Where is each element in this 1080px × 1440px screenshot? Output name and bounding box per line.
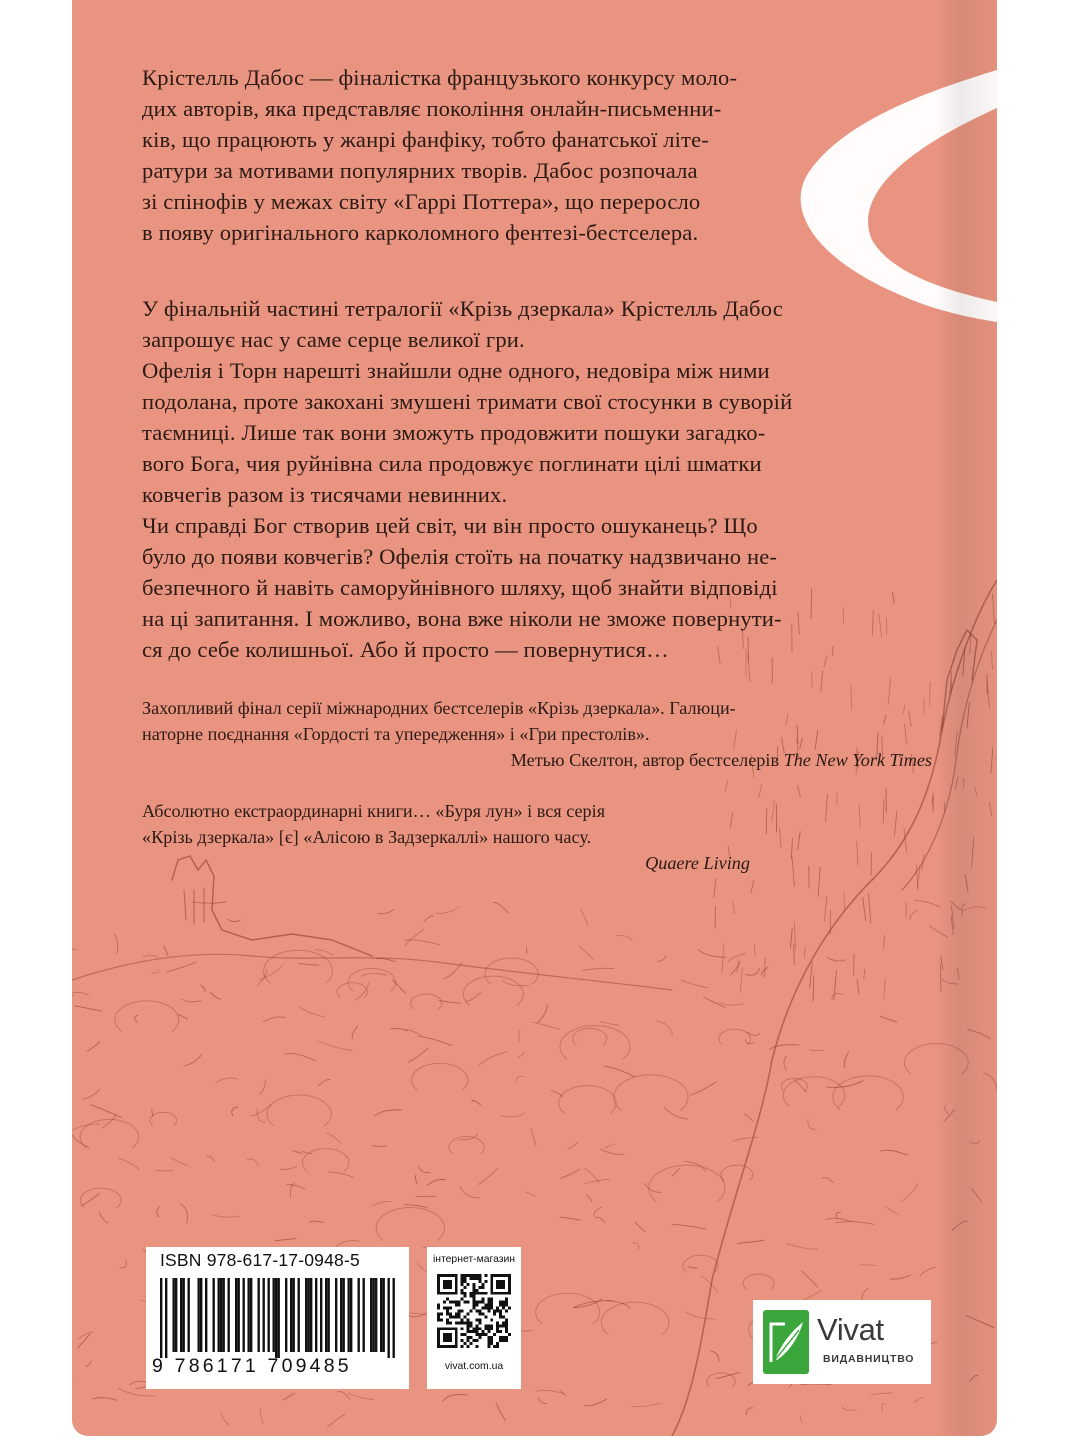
- barcode-bar: [325, 1278, 327, 1352]
- barcode-bar: [380, 1278, 382, 1352]
- barcode-bar: [315, 1278, 317, 1352]
- barcode-bar: [220, 1278, 222, 1352]
- barcode-bar: [285, 1278, 287, 1352]
- description-line: подолана, проте закохані змушені тримати свої стосунки в суворій: [142, 389, 793, 414]
- barcode-bar: [358, 1278, 360, 1352]
- intro-line: зі спінофів у межах світу «Гаррі Поттера», що переросло: [142, 189, 701, 214]
- qr-code-icon[interactable]: [437, 1274, 511, 1348]
- quill-logo-icon: [763, 1310, 809, 1374]
- barcode-bar: [348, 1278, 350, 1352]
- description-line: У фінальній частині тетралогії «Крізь дзеркала» Крістелль Дабос: [142, 296, 783, 321]
- publisher-name: Vivat: [817, 1312, 884, 1347]
- quote-line: наторне поєднання «Гордості та упередження» і «Гри престолів».: [142, 724, 650, 744]
- barcode-bar: [243, 1278, 245, 1352]
- qr-top-label: інтернет-магазин: [432, 1254, 516, 1265]
- description-line: запрошує нас у саме серце великої гри.: [142, 327, 525, 352]
- barcode-bar: [180, 1278, 182, 1352]
- attribution-source: The New York Times: [783, 750, 932, 770]
- description-line: ковчегів разом із тисячами невинних.: [142, 482, 508, 507]
- description-line: вого Бога, чия руйнівна сила продовжує поглинати цілі шматки: [142, 451, 762, 476]
- book-description: [142, 293, 932, 665]
- barcode-bar: [238, 1278, 240, 1352]
- quote-attribution: [142, 850, 750, 876]
- book-back-cover: [72, 0, 997, 1436]
- intro-line: Крістелль Дабос — фіналістка французького конкурсу моло-: [142, 65, 738, 90]
- barcode-bars: [160, 1278, 395, 1358]
- barcode-bar: [165, 1278, 167, 1358]
- barcode-bar: [320, 1278, 322, 1352]
- barcode-bar: [370, 1278, 372, 1352]
- barcode-bar: [273, 1278, 275, 1352]
- barcode-bar: [308, 1278, 310, 1352]
- description-line: Офелія і Торн нарешті знайшли одне одного, недовіра між ними: [142, 358, 770, 383]
- barcode-bar: [373, 1278, 375, 1352]
- barcode-bar: [198, 1278, 200, 1352]
- barcode-bar: [173, 1278, 175, 1352]
- barcode-bar: [268, 1278, 270, 1352]
- barcode-bar: [213, 1278, 215, 1352]
- description-line: Чи справді Бог створив цей світ, чи він просто ошуканець? Що: [142, 513, 758, 538]
- barcode-bar: [298, 1278, 300, 1352]
- barcode-bar: [188, 1278, 190, 1352]
- description-line: було до появи ковчегів? Офелія стоїть на початку надзвичано не-: [142, 544, 778, 569]
- barcode-bar: [335, 1278, 337, 1352]
- review-quote-2: [142, 798, 750, 876]
- barcode-bar: [250, 1278, 252, 1352]
- barcode-bar: [228, 1278, 230, 1352]
- barcode-bar: [310, 1278, 312, 1352]
- description-line: таємниці. Лише так вони зможуть продовжити пошуки загадко-: [142, 420, 766, 445]
- author-intro: [142, 62, 932, 248]
- barcode-bar: [350, 1278, 352, 1352]
- publisher-subtitle: ВИДАВНИЦТВО: [823, 1353, 915, 1365]
- barcode-bar: [375, 1278, 377, 1352]
- description-line: ся до себе колишньої. Або й просто — повернутися…: [142, 637, 669, 662]
- quote-line: «Крізь дзеркала» [є] «Алісою в Задзеркаллі» нашого часу.: [142, 827, 592, 847]
- barcode-bar: [175, 1278, 177, 1352]
- isbn-label: ISBN 978-617-17-0948-5: [160, 1250, 360, 1270]
- intro-line: в появу оригінального карколомного фентезі-бестселера.: [142, 220, 699, 245]
- quote-line: Захопливий фінал серії міжнародних бестселерів «Крізь дзеркала». Галюци-: [142, 698, 736, 718]
- barcode-bar: [383, 1278, 385, 1352]
- review-quote-1: [142, 695, 932, 773]
- barcode-bar: [183, 1278, 185, 1352]
- attribution-source: Quaere Living: [645, 853, 750, 873]
- barcode-bar: [363, 1278, 365, 1352]
- barcode-bar: [200, 1278, 202, 1352]
- barcode-bar: [290, 1278, 292, 1352]
- intro-line: ратури за мотивами популярних творів. Дабос розпочала: [142, 158, 698, 183]
- barcode-bar: [223, 1278, 225, 1352]
- barcode-bar: [340, 1278, 342, 1352]
- barcode-bar: [328, 1278, 330, 1352]
- barcode-bar: [263, 1278, 265, 1352]
- barcode-bar: [278, 1278, 280, 1358]
- qr-code-block[interactable]: [427, 1247, 521, 1389]
- barcode-bar: [235, 1278, 237, 1352]
- isbn-barcode: [146, 1247, 409, 1389]
- quote-attribution: [142, 747, 932, 773]
- barcode-bar: [275, 1278, 277, 1358]
- barcode-bar: [305, 1278, 307, 1352]
- barcode-bar: [393, 1278, 395, 1358]
- description-line: на ці запитання. І можливо, вона вже ніколи не зможе повернути-: [142, 606, 782, 631]
- barcode-bar: [218, 1278, 220, 1352]
- barcode-digits: 9 786171 709485: [152, 1355, 352, 1377]
- barcode-bar: [205, 1278, 207, 1352]
- quote-line: Абсолютно екстраординарні книги… «Буря лун» і вся серія: [142, 801, 606, 821]
- intro-line: дих авторів, яка представляє покоління онлайн-письменни-: [142, 96, 722, 121]
- qr-url-label: vivat.com.ua: [444, 1361, 504, 1372]
- intro-line: ків, що працюють у жанрі фанфіку, тобто фанатської літе-: [142, 127, 709, 152]
- barcode-bar: [343, 1278, 345, 1352]
- barcode-bar: [258, 1278, 260, 1352]
- barcode-bar: [388, 1278, 390, 1358]
- barcode-bar: [160, 1278, 162, 1358]
- spine-shadow: [935, 0, 997, 1436]
- attribution-author: Метью Скелтон, автор бестселерів: [510, 750, 784, 770]
- barcode-bar: [293, 1278, 295, 1352]
- barcode-bar: [248, 1278, 250, 1352]
- description-line: безпечного й навіть саморуйнівного шляху, щоб знайти відповіді: [142, 575, 778, 600]
- publisher-logo: [753, 1300, 931, 1384]
